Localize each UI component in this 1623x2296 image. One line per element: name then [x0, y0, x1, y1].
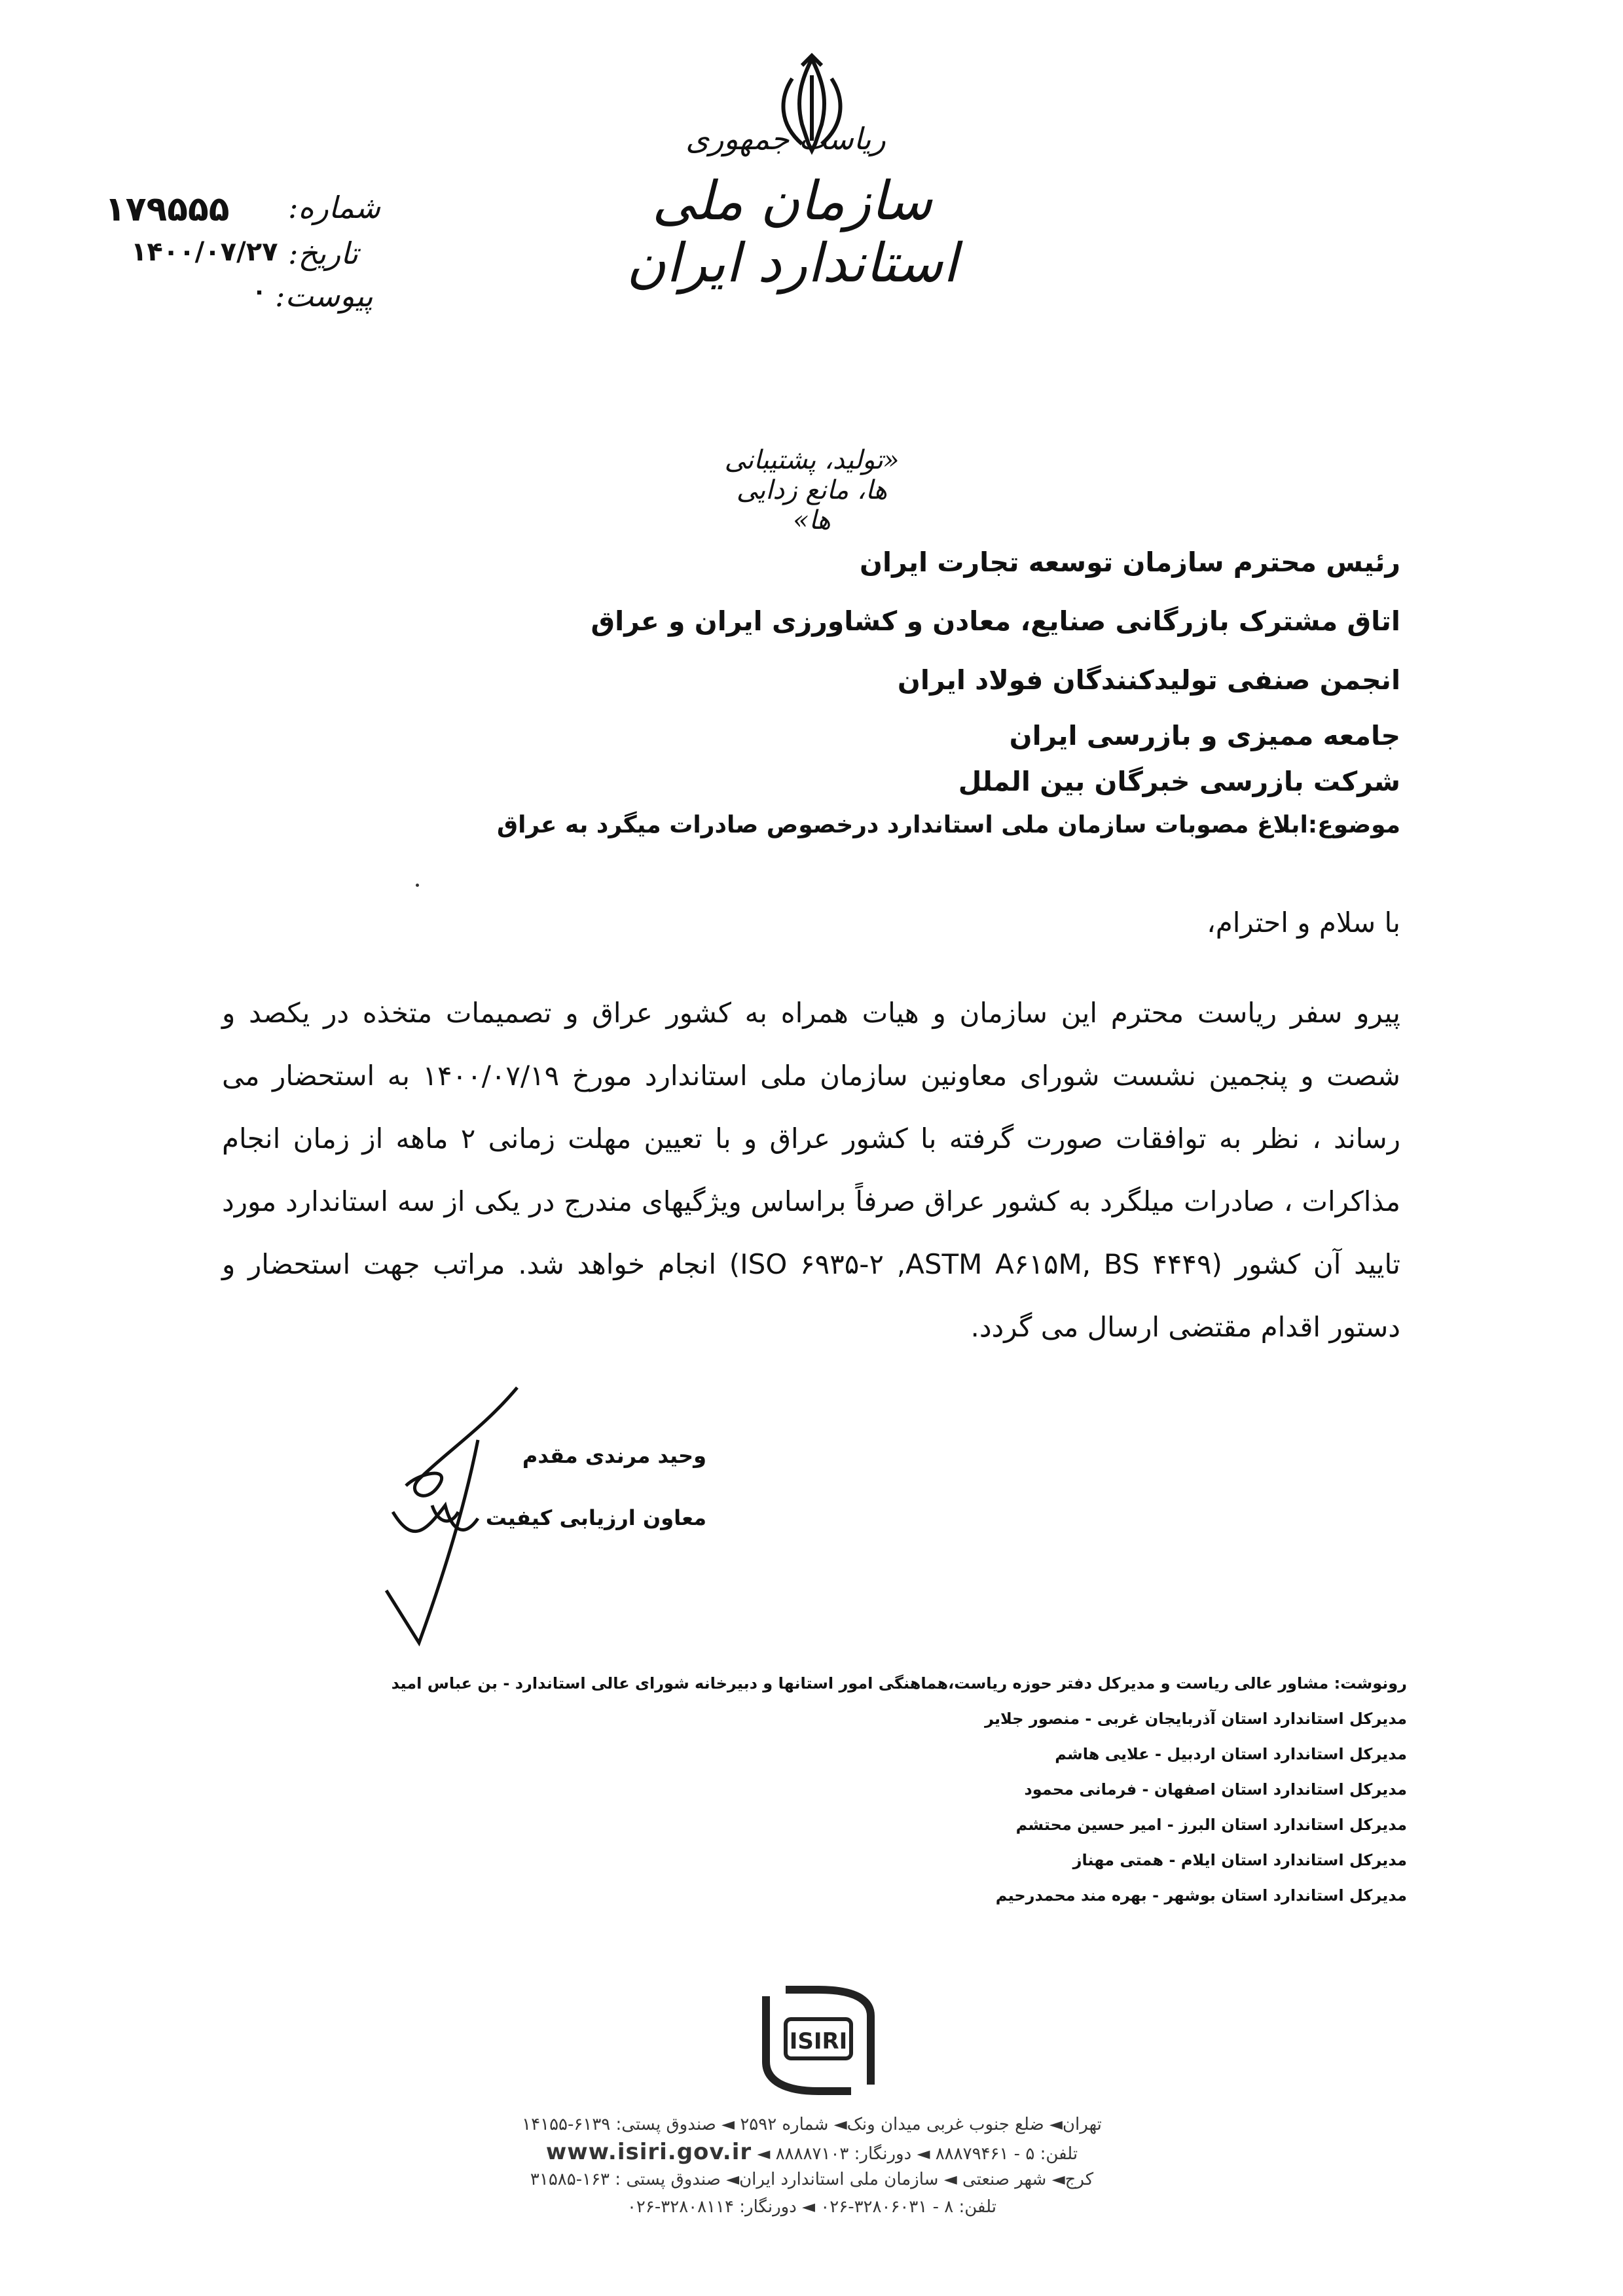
number-label: شماره: [288, 190, 380, 225]
recipient-line: رئیس محترم سازمان توسعه تجارت ایران [860, 547, 1400, 578]
footer-address-line: کرج◄ شهر صنعتی ◄ سازمان ملی استاندارد ایران◄ صندوق پستی : ۱۶۳-۳۱۵۸۵ [530, 2170, 1094, 2189]
date-label: تاریخ: [288, 236, 359, 271]
greeting: با سلام و احترام، [1207, 906, 1400, 939]
letter-date: ۱۴۰۰/۰۷/۲۷ [131, 237, 278, 267]
cc-line: مدیرکل استاندارد استان اردبیل - علایی هاشم [1055, 1745, 1407, 1763]
footer-address [458, 2111, 1165, 2221]
letter-number: ۱۷۹۵۵۵ [105, 190, 230, 229]
attachment-label: پیوست: [275, 278, 373, 314]
cc-line: مدیرکل استاندارد استان آذربایجان غربی - منصور جلایر [985, 1710, 1407, 1728]
subject-line: موضوع:ابلاغ مصوبات سازمان ملی استاندارد درخصوص صادرات میگرد به عراق [496, 812, 1400, 838]
recipient-line: انجمن صنفی تولیدکنندگان فولاد ایران [897, 664, 1400, 696]
cc-line: مدیرکل استاندارد استان البرز - امیر حسین محتشم [1015, 1816, 1407, 1834]
cc-line: مدیرکل استاندارد استان ایلام - همتی مهناز [1072, 1851, 1407, 1869]
recipient-line: جامعه ممیزی و بازرسی ایران [1009, 720, 1400, 751]
recipient-line: اتاق مشترک بازرگانی صنایع، معادن و کشاورزی ایران و عراق [591, 605, 1400, 637]
cc-line: مدیرکل استاندارد استان اصفهان - فرمانی محمود [1024, 1780, 1407, 1799]
isiri-logo-icon [753, 1983, 884, 2098]
footer-address-line: تهران◄ ضلع جنوب غربی میدان ونک◄ شماره ۲۵۹۲ ◄ صندوق پستی: ۶۱۳۹-۱۴۱۵۵ [522, 2115, 1102, 2134]
recipient-line: شرکت بازرسی خبرگان بین الملل [958, 766, 1400, 797]
presidency-caption: ریاست جمهوری [685, 121, 886, 156]
footer-phone: تلفن: ۵ - ۸۸۸۷۹۴۶۱ ◄ دورنگار: ۸۸۸۸۷۱۰۳ ◄ [757, 2144, 1078, 2164]
footer-phone-line: تلفن: ۸ - ۳۲۸۰۶۰۳۱-۰۲۶ ◄ دورنگار: ۳۲۸۰۸۱۱۴-۰۲۶ [627, 2197, 997, 2217]
organization-name: سازمان ملی استاندارد ایران [627, 170, 958, 295]
website-link[interactable]: www.isiri.gov.ir [545, 2139, 752, 2165]
logo-text: ISIRI [789, 2028, 848, 2054]
cc-line: رونوشت: مشاور عالی ریاست و مدیرکل دفتر حوزه ریاست،هماهنگی امور استانها و دبیرخانه شورای عالی استاندارد - بن عباس امید [391, 1674, 1407, 1693]
signer-name: وحید مرندی مقدم [522, 1443, 706, 1468]
cc-list [294, 1666, 1407, 1913]
slogan: «تولید، پشتیبانی ها، مانع زدایی ها» [724, 445, 900, 535]
stray-dot [416, 884, 419, 887]
signer-title: معاون ارزیابی کیفیت [485, 1505, 706, 1530]
letter-body: پیرو سفر ریاست محترم این سازمان و هیات همراه به کشور عراق و تصمیمات متخذه در یکصد و شصت و پنجمین نشست شورای معاونین سازمان ملی استاندارد مورخ ۱۴۰۰/۰۷/۱۹ به استحضار می رساند ، نظر به توافقات صورت گرفته با کشور عراق و با تعیین مهلت زمانی ۲ ماهه از زمان انجام مذاکرات ، صادرات میلگرد به کشور عراق صرفاً براساس ویژگیهای مندرج در یکی از سه استاندارد مورد تایید آن کشور (ISO ۶۹۳۵-۲ ,ASTM A۶۱۵M, BS ۴۴۴۹) انجام خواهد شد. مراتب جهت استحضار و دستور اقدام مقتضی ارسال می گردد. [222, 997, 1400, 1343]
footer-contact-line [458, 2138, 1165, 2166]
cc-line: مدیرکل استاندارد استان بوشهر - بهره مند محمدرحیم [995, 1886, 1407, 1905]
attachment-value: ۰ [252, 278, 266, 305]
